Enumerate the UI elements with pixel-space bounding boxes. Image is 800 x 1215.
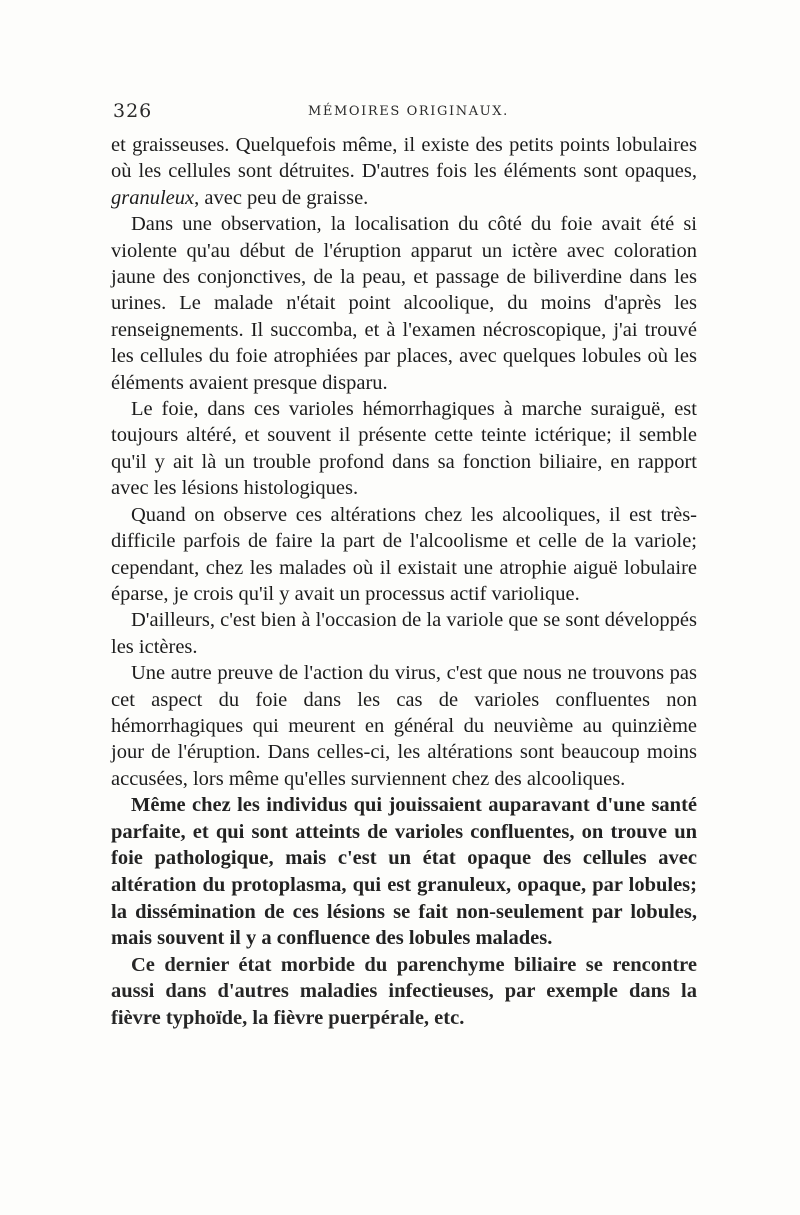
paragraph-4: Quand on observe ces altérations chez les alcooliques, il est très-difficile parfois de faire la part de l'alcoolisme et celle de la variole; cependant, chez les malades où il existait une atrophie aiguë lobulaire éparse, je crois qu'il y avait un processus actif variolique. — [111, 503, 697, 605]
paragraph-3: Le foie, dans ces varioles hémorrhagiques à marche suraiguë, est toujours altéré, et souvent il présente cette teinte ictérique; il semble qu'il y ait là un trouble profond dans sa fonction biliaire, en rapport avec les lésions histologiques. — [111, 398, 697, 500]
italic-word: granuleux — [111, 186, 195, 209]
paragraph-6: Une autre preuve de l'action du virus, c'est que nous ne trouvons pas cet aspect du foie dans les cas de varioles confluentes non hémorrhagiques qui meurent en général du neuvième au quinzième jour de l'éruption. Dans celles-ci, les altérations sont beaucoup moins accusées, lors même qu'elles surviennent chez des alcooliques. — [111, 662, 697, 790]
paragraph-7: Même chez les individus qui jouissaient auparavant d'une santé parfaite, et qui sont atteints de varioles confluentes, on trouve un foie pathologique, mais c'est un état opaque des cellules avec altération du protoplasma, qui est granuleux, opaque, par lobules; la dissémination de ces lésions se fait non-seulement par lobules, mais souvent il y a confluence des lobules malades. — [111, 794, 697, 950]
page-header — [113, 100, 698, 126]
paragraph-8: Ce dernier état morbide du parenchyme biliaire se rencontre aussi dans d'autres maladies infectieuses, par exemple dans la fièvre typhoïde, la fièvre puerpérale, etc. — [111, 953, 697, 1029]
paragraph-1-end: , avec peu de graisse. — [194, 186, 369, 209]
paragraph-5: D'ailleurs, c'est bien à l'occasion de la variole que se sont développés les ictères. — [111, 609, 697, 658]
paragraph-1 — [111, 132, 697, 211]
page-number: 326 — [113, 100, 153, 122]
paragraph-1-text: et graisseuses. Quelquefois même, il existe des petits points lobulaires où les cellules sont détruites. D'autres fois les éléments sont opaques, — [111, 134, 697, 183]
paragraph-2: Dans une observation, la localisation du côté du foie avait été si violente qu'au début de l'éruption apparut un ictère avec coloration jaune des conjonctives, de la peau, et passage de biliverdine dans les urines. Le malade n'était point alcoolique, du moins d'après les renseignements. Il succomba, et à l'examen nécroscopique, j'ai trouvé les cellules du foie atrophiées par places, avec quelques lobules où les éléments avaient presque disparu. — [111, 213, 697, 394]
body-text — [111, 132, 697, 1031]
running-head: MÉMOIRES ORIGINAUX. — [308, 104, 509, 119]
